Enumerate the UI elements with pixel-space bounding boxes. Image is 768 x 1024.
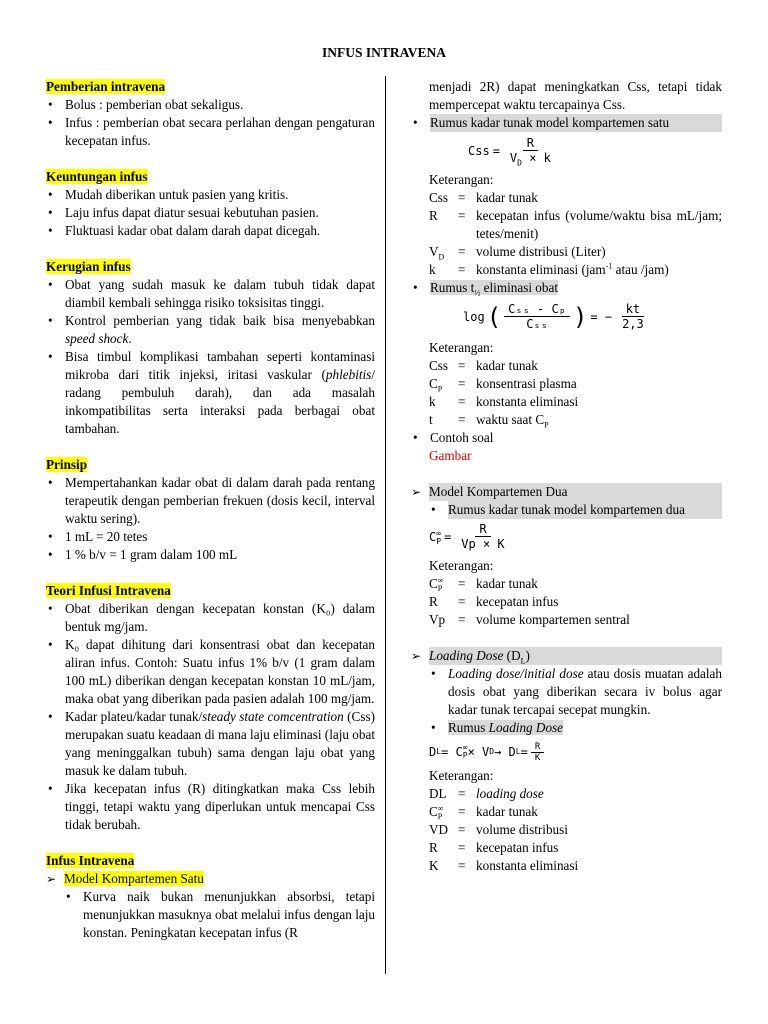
list-item: • 1 % b/v = 1 gram dalam 100 mL	[46, 546, 375, 564]
keterangan-label: Keterangan:	[429, 172, 494, 187]
formula-cp: C ∞ P = $\frac{R}{Vp \times K}$	[429, 519, 722, 555]
keterangan-row	[429, 803, 722, 821]
fraction	[457, 522, 508, 552]
text: eliminasi obat	[480, 280, 558, 295]
text: C	[429, 576, 438, 591]
equals: =	[458, 612, 466, 627]
equals: =	[458, 190, 466, 205]
list-item: • K₀ dapat dihitung dari konsentrasi obat dan kecepatan aliran infus. Contoh: Suatu infus 1% b/v (1 gram dalam 100 mL) diberikan dengan kecepatan konstan 10 mL/jam, maka obat yang diberikan pada pasien adalah 100 mg/jam.	[46, 636, 375, 708]
superscript: ∞	[462, 743, 468, 752]
text: D	[429, 745, 437, 759]
list-item: • Contoh soal	[411, 429, 722, 447]
term: R	[429, 840, 438, 855]
definition: konstanta eliminasi	[476, 394, 579, 409]
keterangan-label: Keterangan:	[429, 768, 494, 783]
keterangan-block-3	[411, 557, 722, 629]
equals: =	[458, 376, 466, 391]
term	[429, 375, 458, 393]
subscript: P	[544, 420, 549, 430]
model-satu-heading: Model Kompartemen Satu	[64, 871, 204, 886]
formula-loading-dose: D L = C ∞ P × V D → D L = $\frac{R}{K}$	[429, 737, 722, 767]
continuation-text: menjadi 2R) dapat meningkatkan Css, tetapi tidak mempercepat waktu tercapainya Css.	[429, 79, 722, 112]
rumus2-label: • Rumus kadar tunak model kompartemen dua	[448, 501, 722, 519]
section-kerugian	[46, 258, 375, 438]
keterangan-row	[429, 821, 722, 839]
list-item	[411, 114, 722, 132]
subscript: P	[437, 583, 443, 593]
heading-keuntungan: Keuntungan infus	[46, 169, 148, 184]
heading-infus: Infus Intravena	[46, 853, 135, 868]
keterangan-label: Keterangan:	[429, 558, 494, 573]
term	[429, 575, 458, 593]
term: DL	[429, 786, 447, 801]
subscript: P	[437, 811, 443, 821]
italic-text: Loading Dose	[488, 720, 564, 735]
fraction	[531, 742, 544, 763]
heading-kerugian: Kerugian infus	[46, 259, 131, 274]
italic-text: phlebitis	[325, 367, 372, 382]
heading-teori: Teori Infusi Intravena	[46, 583, 171, 598]
equals: =	[458, 858, 466, 873]
numerator: Cₛₛ - Cₚ	[504, 302, 570, 317]
text: Kontrol pemberian yang tidak baik bisa menyebabkan	[65, 313, 375, 328]
list-item	[46, 312, 375, 348]
text: Rumus t	[430, 280, 475, 295]
section-infus	[46, 852, 375, 942]
subscript: D	[438, 252, 445, 262]
term: R	[429, 594, 438, 609]
text: waktu saat C	[476, 412, 545, 427]
text: .	[128, 331, 132, 346]
list-item: • Jika kecepatan infus (R) ditingkatkan maka Css lebih tinggi, tetapi waktu yang diperlukan untuk mencapai Css tidak berubah.	[46, 780, 375, 834]
rumus-thalf-label	[430, 280, 558, 298]
text: × V	[467, 745, 490, 759]
keterangan-block-2	[411, 339, 722, 429]
term: k	[429, 394, 436, 409]
text: V	[509, 151, 518, 165]
keterangan-row	[429, 261, 722, 279]
list-kerugian	[46, 276, 375, 438]
numerator: R	[531, 742, 544, 753]
equals: =	[458, 822, 466, 837]
formula-lhs	[429, 528, 441, 546]
definition: konstanta eliminasi	[476, 858, 579, 873]
definition: kadar tunak	[476, 576, 538, 591]
equals: =	[458, 208, 466, 223]
definition: kadar tunak	[476, 358, 538, 373]
keterangan-label: Keterangan:	[429, 340, 494, 355]
formula-css: Css = $\frac{R}{V_D \times k}$	[468, 133, 722, 169]
model-dua-heading: ➢ Model Kompartemen Dua	[429, 483, 722, 501]
term: Css	[429, 358, 449, 373]
definition	[476, 411, 722, 429]
keterangan-row	[429, 785, 722, 803]
definition: konsentrasi plasma	[476, 376, 577, 391]
heading-prinsip: Prinsip	[46, 457, 88, 472]
subscript: P	[436, 536, 442, 546]
keterangan-row	[429, 207, 722, 243]
equals: =	[458, 804, 466, 819]
list-item: • Kurva naik bukan menunjukkan absorbsi, tetapi menunjukkan masuknya obat melalui infus dengan laju konstan. Peningkatan kecepatan infus (R	[64, 888, 375, 942]
list-teori	[46, 600, 375, 834]
equals: = −	[590, 310, 613, 324]
equals: =	[458, 244, 466, 259]
denominator: 2,3	[622, 317, 644, 331]
keterangan-row	[429, 611, 722, 629]
fraction	[618, 302, 648, 332]
section-prinsip	[46, 456, 375, 564]
list-item: • Laju infus dapat diatur sesuai kebutuhan pasien.	[46, 204, 375, 222]
list-infus	[46, 888, 375, 942]
text: C	[429, 530, 437, 544]
list-item	[46, 348, 375, 438]
list-rumus1	[411, 114, 722, 132]
keterangan-row	[429, 593, 722, 611]
text: → D	[494, 745, 516, 759]
heading-pemberian: Pemberian intravena	[46, 79, 166, 94]
equals: =	[458, 840, 466, 855]
formula-thalf: log ( $\frac{\text{Cₛₛ - Cₚ}}{\text{Cₛₛ}}$ ) = − $\frac{kt}{2,3}$	[463, 297, 722, 337]
list-loading	[411, 665, 722, 737]
subscript: P	[437, 384, 443, 394]
arrow-item	[411, 647, 722, 665]
superscript: ∞	[436, 528, 442, 538]
arrow-item	[46, 870, 375, 888]
definition: kadar tunak	[476, 804, 538, 819]
superscript: -1	[605, 261, 613, 271]
numerator: R	[523, 136, 538, 151]
list-item: • Obat yang sudah masuk ke dalam tubuh tidak dapat diambil kembali sehingga risiko toksisitas tinggi.	[46, 276, 375, 312]
term: K	[429, 858, 439, 873]
equals: =	[458, 576, 466, 591]
equals: =	[458, 262, 466, 277]
keterangan-row	[429, 393, 722, 411]
section-keuntungan	[46, 168, 375, 240]
list-item: • Mempertahankan kadar obat di dalam darah pada rentang terapeutik dengan pemberian frekuen (dosis kecil, interval waktu sering).	[46, 474, 375, 528]
term: VD	[429, 822, 449, 837]
definition: loading dose	[476, 786, 544, 801]
text: C	[429, 376, 438, 391]
loading-dose-heading	[429, 647, 722, 665]
list-item	[429, 501, 722, 519]
text: Bisa timbul komplikasi tambahan seperti kontaminasi mikroba dari titik injeksi, iritasi vaskular (	[65, 349, 375, 382]
definition	[476, 261, 722, 279]
text: C	[429, 804, 438, 819]
text: atau dosis muatan adalah dosis obat yang diberikan secara iv bolus agar kadar tunak tercapai secepat mungkin.	[448, 666, 723, 717]
rumus1-label: • Rumus kadar tunak model kompartemen satu	[430, 114, 722, 132]
text: × k	[521, 151, 551, 165]
text: = C	[441, 745, 463, 759]
text: Rumus	[448, 720, 489, 735]
formula-lhs: Css	[468, 144, 490, 158]
subscript: L	[520, 656, 526, 666]
text: V	[429, 244, 439, 259]
list-rumus-thalf	[411, 279, 722, 297]
term	[429, 243, 458, 261]
list-pemberian	[46, 96, 375, 150]
italic-text: steady state comcentration	[202, 709, 344, 724]
list-item: • Obat diberikan dengan kecepatan konstan (K₀) dalam bentuk mg/jam.	[46, 600, 375, 636]
gambar-placeholder: Gambar	[429, 448, 472, 463]
superscript: ∞	[437, 575, 444, 585]
denominator: Cₛₛ	[526, 317, 548, 331]
keterangan-row	[429, 575, 722, 593]
definition: volume distribusi (Liter)	[476, 244, 606, 259]
keterangan-row	[429, 839, 722, 857]
keterangan-row	[429, 243, 722, 261]
list-item: • Infus : pemberian obat secara perlahan dengan pengaturan kecepatan infus.	[46, 114, 375, 150]
definition: kecepatan infus (volume/waktu bisa mL/jam; tetes/menit)	[476, 208, 722, 241]
text: / radang pembuluh darah), dan ada masalah inkompatibilitas serta interaksi pada berbagai obat tambahan.	[65, 367, 375, 436]
equals: =	[458, 394, 466, 409]
equals: =	[458, 412, 466, 427]
list-contoh	[411, 429, 722, 447]
numerator: kt	[622, 302, 644, 317]
definition: volume distribusi	[476, 822, 568, 837]
list-item	[411, 279, 722, 297]
term: k	[429, 262, 436, 277]
left-column	[46, 78, 375, 942]
text: Kadar plateu/kadar tunak/	[65, 709, 203, 724]
list-keuntungan	[46, 186, 375, 240]
arrow-item	[411, 483, 722, 501]
term	[429, 803, 458, 821]
section-pemberian	[46, 78, 375, 150]
denominator: Vp × K	[461, 537, 505, 551]
equals: =	[458, 594, 466, 609]
numerator: R	[475, 522, 490, 537]
page-title: INFUS INTRAVENA	[322, 45, 446, 60]
right-column	[411, 78, 722, 875]
list-item	[429, 719, 722, 737]
text: =	[520, 745, 528, 759]
text: (D	[503, 648, 521, 663]
text: konstanta eliminasi (jam	[476, 262, 606, 277]
section-teori	[46, 582, 375, 834]
subscript: D	[517, 158, 522, 168]
italic-text: Loading dose/initial dose	[448, 666, 584, 681]
text: atau /jam)	[612, 262, 669, 277]
italic-text: speed shock	[65, 331, 129, 346]
term: t	[429, 412, 433, 427]
keterangan-row	[429, 357, 722, 375]
fraction	[504, 302, 570, 332]
superscript: ∞	[437, 803, 444, 813]
equals: =	[458, 786, 466, 801]
definition: kecepatan infus	[476, 840, 559, 855]
rumus3-label	[448, 720, 563, 735]
list-item: • Fluktuasi kadar obat dalam darah dapat dicegah.	[46, 222, 375, 240]
keterangan-block-4	[411, 767, 722, 875]
definition: volume kompartemen sentral	[476, 612, 630, 627]
denominator: K	[534, 752, 541, 763]
column-divider	[385, 76, 386, 974]
keterangan-row	[429, 375, 722, 393]
keterangan-row	[429, 411, 722, 429]
list-prinsip	[46, 474, 375, 564]
keterangan-block-1	[411, 171, 722, 279]
text: )	[525, 648, 530, 663]
list-item	[46, 708, 375, 780]
list-item: • 1 mL = 20 tetes	[46, 528, 375, 546]
subscript: P	[462, 751, 468, 760]
term: R	[429, 208, 438, 223]
list-item	[429, 665, 722, 719]
denominator	[506, 151, 555, 166]
fraction	[506, 136, 555, 166]
definition: kadar tunak	[476, 190, 538, 205]
equals: =	[458, 358, 466, 373]
log-text: log	[463, 310, 485, 324]
list-rumus2	[411, 501, 722, 519]
term: Css	[429, 190, 449, 205]
definition: kecepatan infus	[476, 594, 559, 609]
subscript: ½	[474, 288, 481, 298]
keterangan-row	[429, 857, 722, 875]
text: (Css) merupakan suatu keadaan di mana laju eliminasi (laju obat yang meninggalkan tubuh) sama dengan laju obat yang masuk ke dalam tubuh.	[65, 709, 375, 778]
keterangan-row	[429, 189, 722, 207]
italic-text: Loading Dose	[429, 648, 504, 663]
term: Vp	[429, 612, 446, 627]
list-item: • Mudah diberikan untuk pasien yang kritis.	[46, 186, 375, 204]
list-item: • Bolus : pemberian obat sekaligus.	[46, 96, 375, 114]
